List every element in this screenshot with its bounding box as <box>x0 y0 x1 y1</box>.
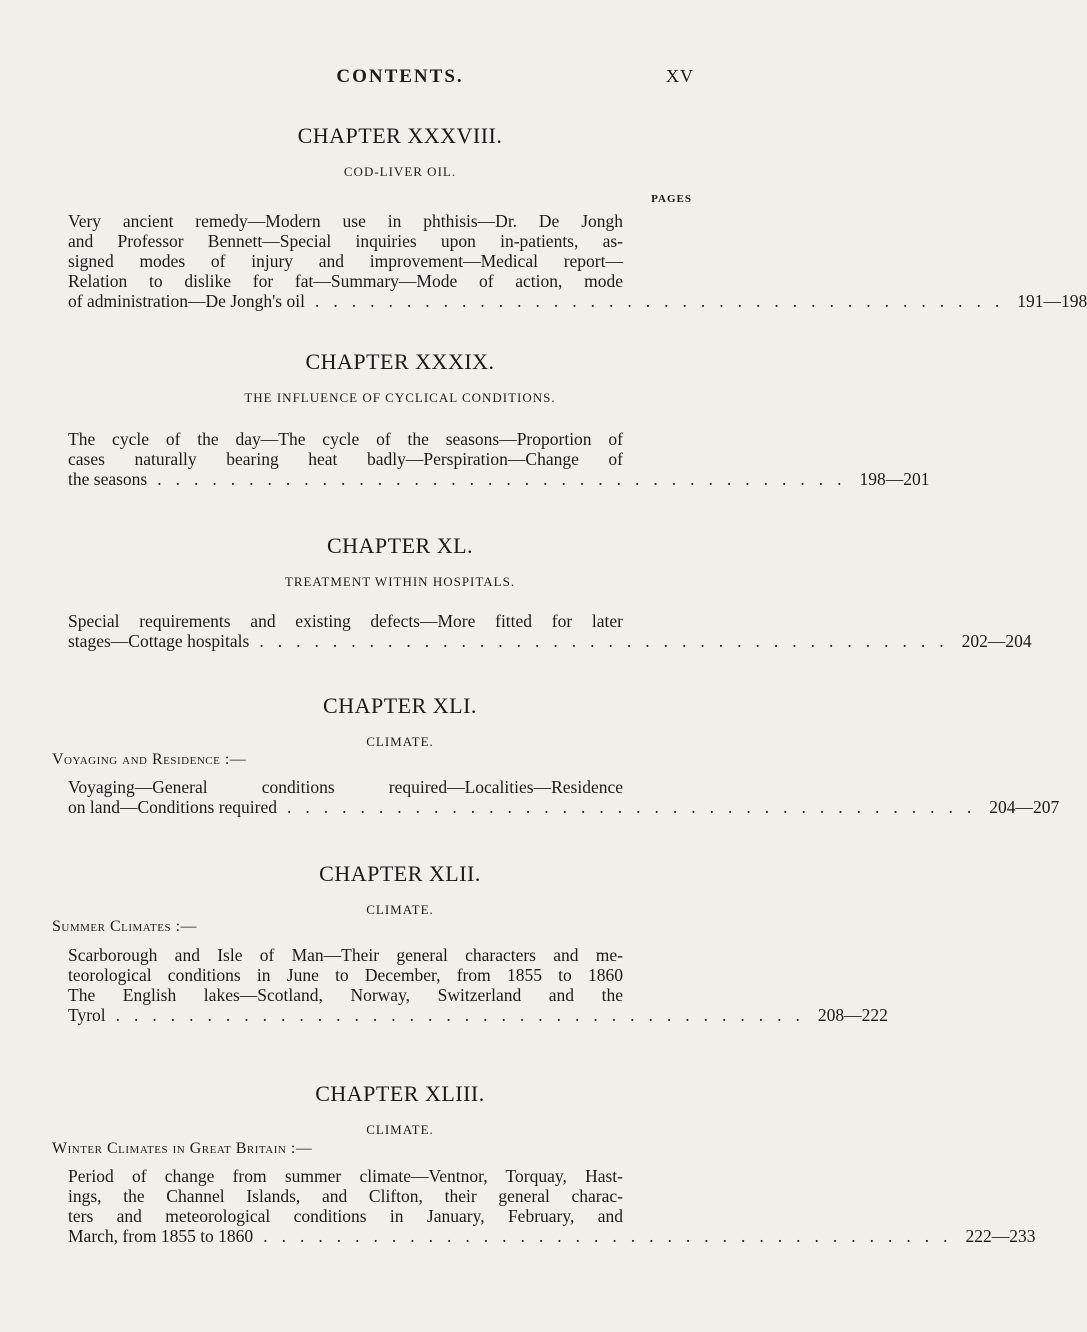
chapter-42 <box>0 860 800 918</box>
chapter-41 <box>0 692 800 750</box>
entry-line: The cycle of the day—The cycle of the seasons—Proportion of <box>68 429 623 449</box>
entry-last-line <box>68 1005 888 1025</box>
page-range: 202—204 <box>961 631 1032 651</box>
entry-line: ings, the Channel Islands, and Clifton, their general charac- <box>68 1186 623 1206</box>
chapter-title: CHAPTER XLI. <box>323 693 477 718</box>
chapter-40 <box>0 532 800 590</box>
chapter-subtitle: TREATMENT WITHIN HOSPITALS. <box>284 574 516 589</box>
entry-last-line <box>68 1226 1036 1246</box>
chapter-43-entry <box>68 1166 1036 1246</box>
entry-line: stages—Cottage hospitals <box>68 631 250 651</box>
chapter-40-entry <box>68 611 1032 651</box>
running-title: CONTENTS. <box>336 66 464 87</box>
page-number: XV <box>666 66 694 86</box>
dot-leader: ...................................... <box>287 797 986 817</box>
chapter-title: CHAPTER XLIII. <box>315 1081 485 1106</box>
dot-leader: ...................................... <box>259 631 958 651</box>
section-heading: Winter Climates in Great Britain :— <box>52 1140 313 1157</box>
entry-last-line <box>68 797 1060 817</box>
entry-line: Very ancient remedy—Modern use in phthisis—Dr. De Jongh <box>68 211 623 231</box>
section-heading: Summer Climates :— <box>52 918 198 935</box>
entry-line: Tyrol <box>68 1005 106 1025</box>
entry-line: ters and meteorological conditions in January, February, and <box>68 1206 623 1226</box>
entry-line: March, from 1855 to 1860 <box>68 1226 254 1246</box>
chapter-42-entry <box>68 945 888 1025</box>
entry-line: Special requirements and existing defects—More fitted for later <box>68 611 623 631</box>
chapter-39 <box>0 348 800 406</box>
chapter-41-entry <box>68 777 1060 817</box>
section-heading: Voyaging and Residence :— <box>52 751 247 768</box>
chapter-title: CHAPTER XXXVIII. <box>297 123 503 148</box>
chapter-subtitle: THE INFLUENCE OF CYCLICAL CONDITIONS. <box>244 390 556 405</box>
chapter-38-entry <box>68 211 1087 311</box>
page-range: 204—207 <box>989 797 1060 817</box>
entry-last-line <box>68 291 1087 311</box>
page-range: 198—201 <box>859 469 930 489</box>
entry-last-line <box>68 469 930 489</box>
chapter-title: CHAPTER XL. <box>326 533 474 558</box>
chapter-39-entry <box>68 429 930 489</box>
entry-line: Scarborough and Isle of Man—Their general characters and me- <box>68 945 623 965</box>
entry-line: the seasons <box>68 469 148 489</box>
chapter-subtitle: CLIMATE. <box>366 734 434 749</box>
page-range: 222—233 <box>965 1226 1036 1246</box>
dot-leader: ...................................... <box>314 291 1014 311</box>
entry-line: signed modes of injury and improvement—Medical report— <box>68 251 623 271</box>
dot-leader: ...................................... <box>157 469 856 489</box>
entry-line: Period of change from summer climate—Ventnor, Torquay, Hast- <box>68 1166 623 1186</box>
chapter-38 <box>0 122 800 180</box>
entry-line: of administration—De Jongh's oil <box>68 291 305 311</box>
dot-leader: ...................................... <box>115 1005 814 1025</box>
chapter-subtitle: CLIMATE. <box>366 1122 434 1137</box>
chapter-title: CHAPTER XLII. <box>319 861 481 886</box>
entry-line: teorological conditions in June to December, from 1855 to 1860 <box>68 965 623 985</box>
entry-line: The English lakes—Scotland, Norway, Switzerland and the <box>68 985 623 1005</box>
entry-line: and Professor Bennett—Special inquiries upon in-patients, as- <box>68 231 623 251</box>
entry-line: on land—Conditions required <box>68 797 278 817</box>
entry-line: Voyaging—General conditions required—Localities—Residence <box>68 777 623 797</box>
entry-line: cases naturally bearing heat badly—Perspiration—Change of <box>68 449 623 469</box>
chapter-title: CHAPTER XXXIX. <box>305 349 495 374</box>
page-range: 191—198 <box>1017 291 1087 311</box>
chapter-subtitle: COD-LIVER OIL. <box>343 164 457 179</box>
chapter-subtitle: CLIMATE. <box>366 902 434 917</box>
running-head <box>0 66 800 96</box>
chapter-43 <box>0 1080 800 1138</box>
page-range: 208—222 <box>817 1005 888 1025</box>
pages-column-label: PAGES <box>651 193 692 205</box>
dot-leader: ...................................... <box>263 1226 962 1246</box>
entry-line: Relation to dislike for fat—Summary—Mode of action, mode <box>68 271 623 291</box>
entry-last-line <box>68 631 1032 651</box>
